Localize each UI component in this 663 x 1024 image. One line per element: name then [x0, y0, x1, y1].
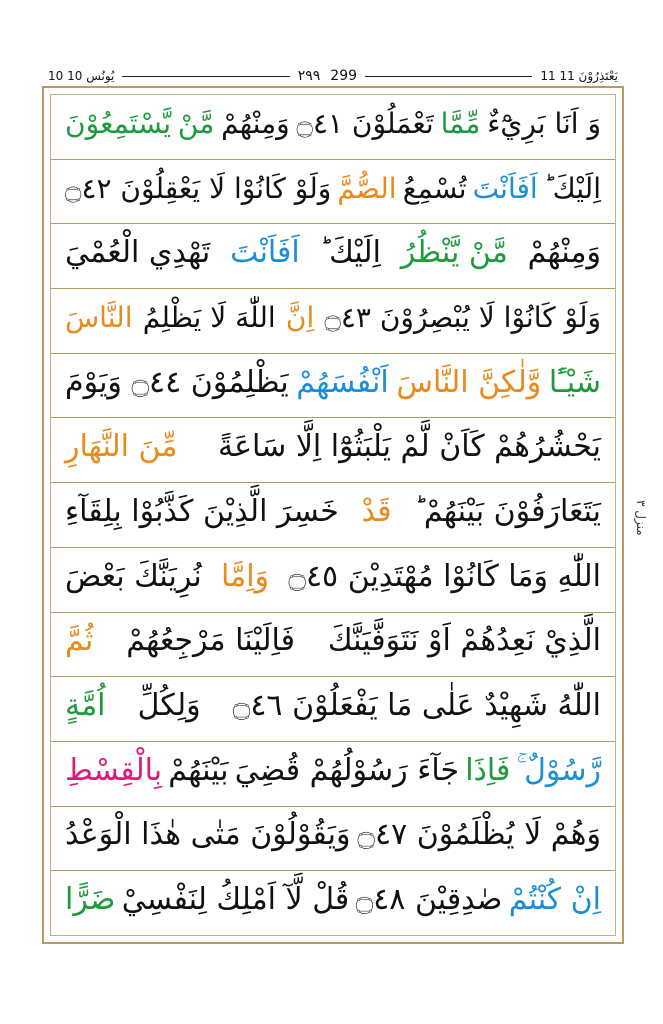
text-line-10: [51, 677, 615, 742]
word: جَآءَ رَسُوْلُهُمْ قُضِيَ: [234, 752, 460, 788]
word: الصُّمَّ: [337, 171, 397, 205]
text-line-11: [51, 742, 615, 807]
word: قُلْ لَّآ اَمْلِكُ لِنَفْسِيْ: [121, 882, 350, 918]
word: وَهُمْ لَا يُظْلَمُوْنَ ۝٤٧: [357, 817, 601, 853]
word: تَهْدِي الْعُمْيَ: [65, 235, 211, 271]
page-frame: [42, 86, 624, 944]
word: رَّسُوْلٌ ۚ: [516, 752, 601, 788]
word: اِلَيْكَ ؕ: [543, 171, 601, 205]
word: اللّٰهِ وَمَا كَانُوْا مُهْتَدِيْنَ ۝٤٥: [288, 558, 601, 594]
word: وَيَقُوْلُوْنَ مَتٰى هٰذَا الْوَعْدُ: [65, 817, 351, 853]
word: فَاِلَيْنَا مَرْجِعُهُمْ: [126, 623, 296, 659]
word: وَلَوْ كَانُوْا لَا يَعْقِلُوْنَ ۝٤٢: [65, 171, 332, 205]
page-frame-inner: [50, 94, 616, 936]
quran-lines: [51, 95, 615, 935]
word: تَعْمَلُوْنَ ۝٤١: [296, 106, 434, 140]
word: اِنَّ: [285, 300, 315, 334]
text-line-12: [51, 807, 615, 872]
text-line-7: [51, 483, 615, 548]
word: مِّنَ النَّهَارِ: [65, 429, 178, 465]
word: ثُمَّ: [65, 623, 94, 659]
word: قَدْ: [361, 493, 392, 529]
text-line-6: [51, 418, 615, 483]
word: الَّذِيْ نَعِدُهُمْ اَوْ نَتَوَفَّيَنَّكَ: [327, 623, 601, 659]
text-line-2: [51, 160, 615, 225]
word: اِنْ كُنْتُمْ: [508, 882, 601, 918]
manzil-marker: منزل ٣: [634, 500, 648, 536]
word: فَاِذَا: [465, 752, 511, 788]
word: وَّلٰكِنَّ النَّاسَ: [396, 364, 542, 400]
word: اَفَاَنْتَ: [230, 235, 300, 271]
word: وَلِكُلِّ: [137, 688, 201, 724]
word: مَّنْ يَّنْظُرُ: [400, 235, 508, 271]
word: اُمَّةٍ: [65, 688, 106, 724]
page-number: 299: [330, 68, 358, 84]
word: مِّمَّا: [440, 106, 481, 140]
word: يَظْلِمُوْنَ ۝٤٤ وَيَوْمَ: [65, 364, 289, 400]
word: يَحْشُرُهُمْ كَاَنْ لَّمْ يَلْبَثُوْٓا اِلَّا سَاعَةً: [218, 429, 601, 465]
word: خَسِرَ الَّذِيْنَ كَذَّبُوْا بِلِقَآءِ: [65, 493, 339, 529]
word: نُرِيَنَّكَ بَعْضَ: [65, 558, 202, 594]
page-header: [48, 66, 618, 86]
page-number-group: [298, 68, 357, 84]
word: يَتَعَارَفُوْنَ بَيْنَهُمْ ؕ: [414, 493, 601, 529]
word: ضَرًّا: [65, 882, 116, 918]
juz-name: 11 يَعْتَذِرُوْنَ 11: [540, 69, 618, 83]
text-line-13: [51, 871, 615, 935]
word: اِلَيْكَ ؕ: [319, 235, 381, 271]
word: وَمِنْهُمْ: [527, 235, 601, 271]
surah-name: 10 يُونُس 10: [48, 69, 115, 83]
word: اللّٰهُ شَهِيْدٌ عَلٰى مَا يَفْعَلُوْنَ ۝٤٦: [232, 688, 601, 724]
text-line-9: [51, 613, 615, 678]
word: وَاِمَّا: [221, 558, 270, 594]
word: وَ اَنَا بَرِيْٓءٌ: [487, 106, 601, 140]
word: اَنْفُسَهُمْ: [296, 364, 389, 400]
word: اللّٰهَ لَا يَظْلِمُ: [142, 300, 276, 334]
page-number-arabic: ٢٩٩: [297, 68, 321, 84]
text-line-4: [51, 289, 615, 354]
word: النَّاسَ: [65, 300, 133, 334]
word: وَمِنْهُمْ: [221, 106, 290, 140]
word: مَّنْ: [177, 106, 215, 140]
header-rule-right: [365, 76, 532, 77]
word: يَّسْتَمِعُوْنَ: [65, 106, 171, 140]
text-line-1: [51, 95, 615, 160]
word: شَيْـًٔا: [548, 364, 601, 400]
text-line-3: [51, 224, 615, 289]
header-rule-left: [122, 76, 289, 77]
word: بِالْقِسْطِ: [65, 752, 163, 788]
word: بَيْنَهُمْ: [168, 752, 229, 788]
text-line-5: [51, 354, 615, 419]
word: صٰدِقِيْنَ ۝٤٨: [355, 882, 503, 918]
word: اَفَاَنْتَ: [472, 171, 538, 205]
text-line-8: [51, 548, 615, 613]
word: وَلَوْ كَانُوْا لَا يُبْصِرُوْنَ ۝٤٣: [324, 300, 601, 334]
word: تُسْمِعُ: [402, 171, 467, 205]
